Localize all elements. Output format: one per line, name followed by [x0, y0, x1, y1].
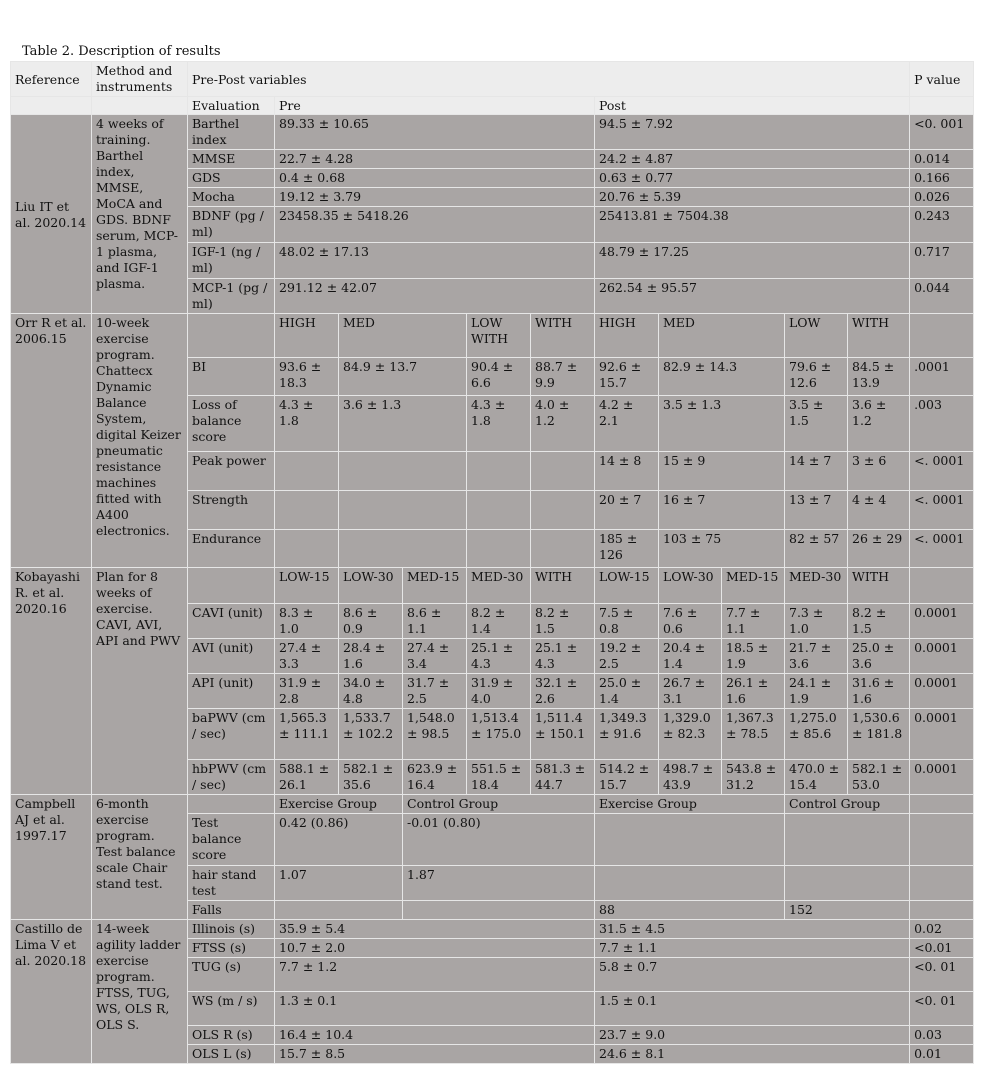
group-header: LOW-15 [595, 568, 659, 604]
post-value: 582.1 ± 53.0 [848, 760, 910, 795]
post-value: 18.5 ± 1.9 [722, 639, 785, 674]
group-header: Exercise Group [275, 795, 403, 814]
post-value: 19.2 ± 2.5 [595, 639, 659, 674]
pre-value: 581.3 ± 44.7 [531, 760, 595, 795]
post-value: 3 ± 6 [848, 452, 910, 491]
p-value: 0.044 [910, 279, 974, 314]
post-value: 16 ± 7 [659, 491, 785, 530]
p-value: <0. 01 [910, 992, 974, 1026]
p-value [910, 795, 974, 814]
post-value [785, 866, 910, 901]
evaluation-cell: hair stand test [188, 866, 275, 901]
p-value: 0.0001 [910, 674, 974, 709]
evaluation-cell: OLS R (s) [188, 1026, 275, 1045]
table-caption: Table 2. Description of results [22, 44, 221, 59]
p-value: 0.717 [910, 243, 974, 279]
pre-value: 25.1 ± 4.3 [467, 639, 531, 674]
pre-value: 1.87 [403, 866, 595, 901]
post-value: 4 ± 4 [848, 491, 910, 530]
post-value: 31.6 ± 1.6 [848, 674, 910, 709]
pre-value: 8.3 ± 1.0 [275, 604, 339, 639]
pre-value: 88.7 ± 9.9 [531, 358, 595, 396]
pre-value: 25.1 ± 4.3 [531, 639, 595, 674]
header-method: Method and instruments [92, 62, 188, 97]
p-value: 0.166 [910, 169, 974, 188]
p-value [910, 866, 974, 901]
pre-value: 35.9 ± 5.4 [275, 920, 595, 939]
post-value: 25413.81 ± 7504.38 [595, 207, 910, 243]
post-value: 88 [595, 901, 785, 920]
pre-value: 93.6 ± 18.3 [275, 358, 339, 396]
p-value [910, 568, 974, 604]
post-value: 14 ± 8 [595, 452, 659, 491]
pre-value: 1.07 [275, 866, 403, 901]
post-value: 103 ± 75 [659, 530, 785, 568]
pre-value [467, 452, 531, 491]
reference-cell: Orr R et al. 2006.15 [11, 314, 92, 568]
pre-value: 0.42 (0.86) [275, 814, 403, 866]
evaluation-cell: TUG (s) [188, 958, 275, 992]
post-value: 7.6 ± 0.6 [659, 604, 722, 639]
post-value: 31.5 ± 4.5 [595, 920, 910, 939]
group-header: HIGH [275, 314, 339, 358]
post-value: 498.7 ± 43.9 [659, 760, 722, 795]
evaluation-cell: baPWV (cm / sec) [188, 709, 275, 760]
pre-value [531, 452, 595, 491]
pre-value: 3.6 ± 1.3 [339, 396, 467, 452]
p-value [910, 901, 974, 920]
pre-value [339, 491, 467, 530]
group-header: MED-30 [467, 568, 531, 604]
post-value: 1,349.3 ± 91.6 [595, 709, 659, 760]
pre-value: 8.6 ± 0.9 [339, 604, 403, 639]
p-value: 0.243 [910, 207, 974, 243]
post-value: 14 ± 7 [785, 452, 848, 491]
post-value: 13 ± 7 [785, 491, 848, 530]
group-header: LOW [785, 314, 848, 358]
method-cell: Plan for 8 weeks of exercise. CAVI, AVI, API and PWV [92, 568, 188, 795]
pre-value [467, 530, 531, 568]
header-prepost-variables: Pre-Post variables [188, 62, 910, 97]
method-cell: 4 weeks of training. Barthel index, MMSE, MoCA and GDS. BDNF serum, MCP-1 plasma, and IGF-1 plasma. [92, 115, 188, 314]
group-header: Exercise Group [595, 795, 785, 814]
pre-value [275, 901, 403, 920]
post-value: 79.6 ± 12.6 [785, 358, 848, 396]
post-value: 7.7 ± 1.1 [722, 604, 785, 639]
pre-value: 1,565.3 ± 111.1 [275, 709, 339, 760]
evaluation-cell: FTSS (s) [188, 939, 275, 958]
post-value: 24.2 ± 4.87 [595, 150, 910, 169]
group-header: LOW-30 [339, 568, 403, 604]
post-value: 262.54 ± 95.57 [595, 279, 910, 314]
pre-value: 27.4 ± 3.3 [275, 639, 339, 674]
p-value [910, 314, 974, 358]
header-reference: Reference [11, 62, 92, 97]
group-header: WITH [848, 314, 910, 358]
p-value: <0.01 [910, 939, 974, 958]
evaluation-cell: Loss of balance score [188, 396, 275, 452]
pre-value: 0.4 ± 0.68 [275, 169, 595, 188]
post-value: 21.7 ± 3.6 [785, 639, 848, 674]
reference-cell: Liu IT et al. 2020.14 [11, 115, 92, 314]
post-value: 3.6 ± 1.2 [848, 396, 910, 452]
group-header: MED-15 [403, 568, 467, 604]
post-value: 25.0 ± 1.4 [595, 674, 659, 709]
pre-value: 90.4 ± 6.6 [467, 358, 531, 396]
evaluation-cell: Test balance score [188, 814, 275, 866]
pre-value: 19.12 ± 3.79 [275, 188, 595, 207]
evaluation-cell: Peak power [188, 452, 275, 491]
p-value: .0001 [910, 358, 974, 396]
pre-value [403, 901, 595, 920]
post-value: 1,329.0 ± 82.3 [659, 709, 722, 760]
post-value: 152 [785, 901, 910, 920]
reference-cell: Castillo de Lima V et al. 2020.18 [11, 920, 92, 1064]
header-p-value: P value [910, 62, 974, 97]
p-value: .003 [910, 396, 974, 452]
p-value: 0.0001 [910, 604, 974, 639]
pre-value: 15.7 ± 8.5 [275, 1045, 595, 1064]
p-value: 0.026 [910, 188, 974, 207]
pre-value: 32.1 ± 2.6 [531, 674, 595, 709]
pre-value: 1,533.7 ± 102.2 [339, 709, 403, 760]
evaluation-cell: IGF-1 (ng / ml) [188, 243, 275, 279]
post-value: 20 ± 7 [595, 491, 659, 530]
pre-value [275, 530, 339, 568]
pre-value: 588.1 ± 26.1 [275, 760, 339, 795]
pre-value: 551.5 ± 18.4 [467, 760, 531, 795]
post-value: 185 ± 126 [595, 530, 659, 568]
p-value: <0. 001 [910, 115, 974, 150]
pre-value: 623.9 ± 16.4 [403, 760, 467, 795]
pre-value: 4.3 ± 1.8 [275, 396, 339, 452]
p-value: <0. 01 [910, 958, 974, 992]
pre-value: 89.33 ± 10.65 [275, 115, 595, 150]
post-value: 4.2 ± 2.1 [595, 396, 659, 452]
post-value: 0.63 ± 0.77 [595, 169, 910, 188]
header-pre: Pre [275, 97, 595, 115]
pre-value [339, 530, 467, 568]
pre-value: 8.6 ± 1.1 [403, 604, 467, 639]
pre-value: 582.1 ± 35.6 [339, 760, 403, 795]
results-table [10, 61, 974, 1064]
post-value: 514.2 ± 15.7 [595, 760, 659, 795]
pre-value: 48.02 ± 17.13 [275, 243, 595, 279]
pre-value: 1,513.4 ± 175.0 [467, 709, 531, 760]
group-header: LOW-30 [659, 568, 722, 604]
evaluation-cell: AVI (unit) [188, 639, 275, 674]
evaluation-cell: WS (m / s) [188, 992, 275, 1026]
group-header: HIGH [595, 314, 659, 358]
evaluation-cell: Strength [188, 491, 275, 530]
post-value [595, 814, 785, 866]
evaluation-cell: Falls [188, 901, 275, 920]
post-value: 3.5 ± 1.3 [659, 396, 785, 452]
post-value: 543.8 ± 31.2 [722, 760, 785, 795]
evaluation-cell: Illinois (s) [188, 920, 275, 939]
pre-value: 10.7 ± 2.0 [275, 939, 595, 958]
pre-value: 291.12 ± 42.07 [275, 279, 595, 314]
post-value: 3.5 ± 1.5 [785, 396, 848, 452]
p-value: <. 0001 [910, 491, 974, 530]
post-value: 26.1 ± 1.6 [722, 674, 785, 709]
pre-value: 1,511.4 ± 150.1 [531, 709, 595, 760]
reference-cell: Campbell AJ et al. 1997.17 [11, 795, 92, 920]
post-value: 23.7 ± 9.0 [595, 1026, 910, 1045]
evaluation-cell: GDS [188, 169, 275, 188]
evaluation-cell [188, 568, 275, 604]
group-header: WITH [531, 314, 595, 358]
group-header: WITH [848, 568, 910, 604]
p-value: 0.014 [910, 150, 974, 169]
reference-cell: Kobayashi R. et al. 2020.16 [11, 568, 92, 795]
post-value: 25.0 ± 3.6 [848, 639, 910, 674]
p-value: <. 0001 [910, 452, 974, 491]
post-value: 470.0 ± 15.4 [785, 760, 848, 795]
p-value: <. 0001 [910, 530, 974, 568]
group-header: Control Group [403, 795, 595, 814]
p-value: 0.0001 [910, 709, 974, 760]
pre-value: 8.2 ± 1.5 [531, 604, 595, 639]
group-header: WITH [531, 568, 595, 604]
pre-value: 27.4 ± 3.4 [403, 639, 467, 674]
evaluation-cell: OLS L (s) [188, 1045, 275, 1064]
pre-value [531, 530, 595, 568]
pre-value: 1,548.0 ± 98.5 [403, 709, 467, 760]
post-value [595, 866, 785, 901]
post-value: 7.7 ± 1.1 [595, 939, 910, 958]
p-value: 0.03 [910, 1026, 974, 1045]
pre-value: 34.0 ± 4.8 [339, 674, 403, 709]
group-header: LOW-15 [275, 568, 339, 604]
header-evaluation: Evaluation [188, 97, 275, 115]
evaluation-cell: BI [188, 358, 275, 396]
pre-value [467, 491, 531, 530]
group-header: MED-15 [722, 568, 785, 604]
post-value: 1,530.6 ± 181.8 [848, 709, 910, 760]
post-value: 94.5 ± 7.92 [595, 115, 910, 150]
post-value: 7.3 ± 1.0 [785, 604, 848, 639]
pre-value: 31.7 ± 2.5 [403, 674, 467, 709]
group-header: LOW WITH [467, 314, 531, 358]
post-value: 7.5 ± 0.8 [595, 604, 659, 639]
pre-value: 31.9 ± 2.8 [275, 674, 339, 709]
pre-value: 28.4 ± 1.6 [339, 639, 403, 674]
evaluation-cell: Endurance [188, 530, 275, 568]
group-header: MED-30 [785, 568, 848, 604]
p-value [910, 814, 974, 866]
p-value: 0.0001 [910, 639, 974, 674]
pre-value: 1.3 ± 0.1 [275, 992, 595, 1026]
evaluation-cell: hbPWV (cm / sec) [188, 760, 275, 795]
evaluation-cell: BDNF (pg / ml) [188, 207, 275, 243]
pre-value [339, 452, 467, 491]
post-value: 15 ± 9 [659, 452, 785, 491]
method-cell: 10-week exercise program. Chattecx Dynamic Balance System, digital Keizer pneumatic resistance machines fitted with A400 electronics. [92, 314, 188, 568]
pre-value: 22.7 ± 4.28 [275, 150, 595, 169]
evaluation-cell [188, 314, 275, 358]
post-value: 24.6 ± 8.1 [595, 1045, 910, 1064]
post-value: 1.5 ± 0.1 [595, 992, 910, 1026]
post-value: 5.8 ± 0.7 [595, 958, 910, 992]
group-header: MED [659, 314, 785, 358]
post-value: 20.76 ± 5.39 [595, 188, 910, 207]
header-blank [92, 97, 188, 115]
pre-value [275, 452, 339, 491]
post-value: 1,367.3 ± 78.5 [722, 709, 785, 760]
evaluation-cell: MCP-1 (pg / ml) [188, 279, 275, 314]
post-value: 92.6 ± 15.7 [595, 358, 659, 396]
pre-value: 4.3 ± 1.8 [467, 396, 531, 452]
p-value: 0.02 [910, 920, 974, 939]
pre-value: -0.01 (0.80) [403, 814, 595, 866]
pre-value: 23458.35 ± 5418.26 [275, 207, 595, 243]
group-header: Control Group [785, 795, 910, 814]
evaluation-cell: Mocha [188, 188, 275, 207]
post-value: 82.9 ± 14.3 [659, 358, 785, 396]
post-value: 48.79 ± 17.25 [595, 243, 910, 279]
p-value: 0.01 [910, 1045, 974, 1064]
pre-value: 8.2 ± 1.4 [467, 604, 531, 639]
header-blank [910, 97, 974, 115]
header-blank [11, 97, 92, 115]
pre-value: 84.9 ± 13.7 [339, 358, 467, 396]
post-value: 1,275.0 ± 85.6 [785, 709, 848, 760]
method-cell: 14-week agility ladder exercise program. FTSS, TUG, WS, OLS R, OLS S. [92, 920, 188, 1064]
pre-value: 7.7 ± 1.2 [275, 958, 595, 992]
evaluation-cell: MMSE [188, 150, 275, 169]
post-value: 84.5 ± 13.9 [848, 358, 910, 396]
pre-value: 31.9 ± 4.0 [467, 674, 531, 709]
pre-value: 16.4 ± 10.4 [275, 1026, 595, 1045]
evaluation-cell: Barthel index [188, 115, 275, 150]
evaluation-cell: API (unit) [188, 674, 275, 709]
post-value: 24.1 ± 1.9 [785, 674, 848, 709]
post-value: 82 ± 57 [785, 530, 848, 568]
group-header: MED [339, 314, 467, 358]
evaluation-cell [188, 795, 275, 814]
pre-value [275, 491, 339, 530]
pre-value: 4.0 ± 1.2 [531, 396, 595, 452]
post-value: 26.7 ± 3.1 [659, 674, 722, 709]
post-value: 20.4 ± 1.4 [659, 639, 722, 674]
pre-value [531, 491, 595, 530]
post-value: 8.2 ± 1.5 [848, 604, 910, 639]
post-value [785, 814, 910, 866]
method-cell: 6-month exercise program. Test balance scale Chair stand test. [92, 795, 188, 920]
p-value: 0.0001 [910, 760, 974, 795]
evaluation-cell: CAVI (unit) [188, 604, 275, 639]
header-post: Post [595, 97, 910, 115]
post-value: 26 ± 29 [848, 530, 910, 568]
